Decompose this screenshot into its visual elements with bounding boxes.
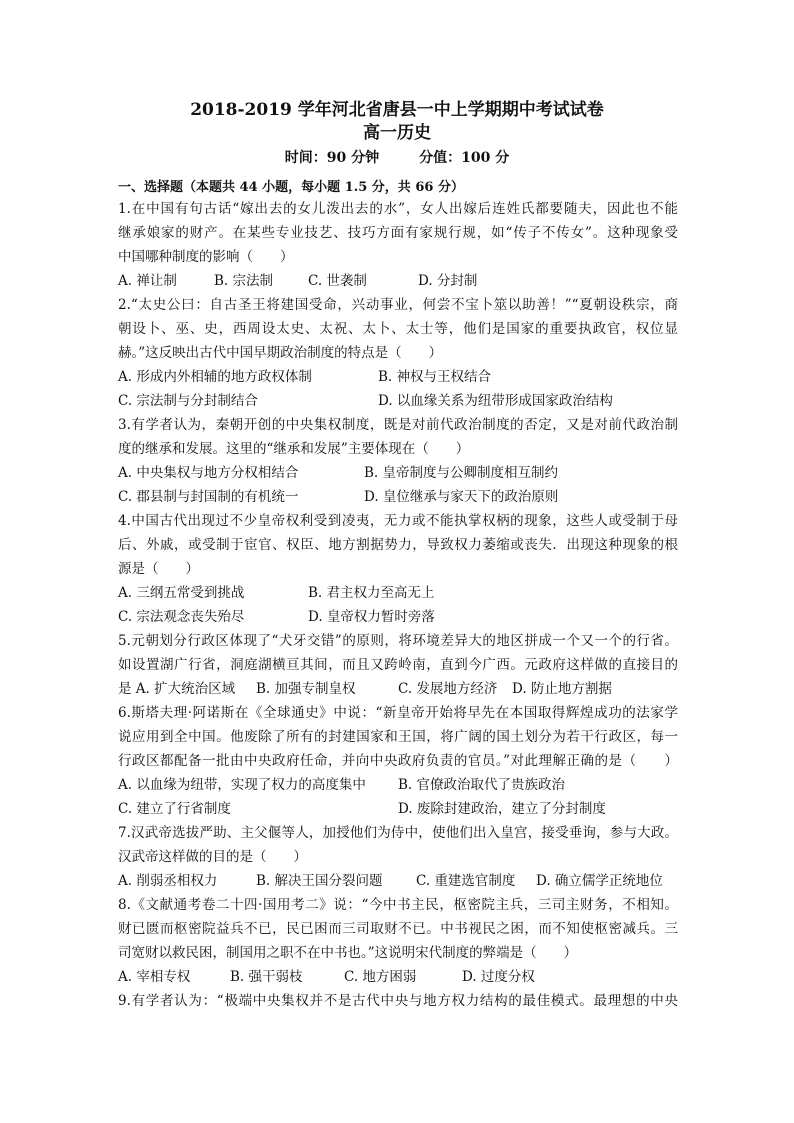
option-d[interactable]: D. 以血缘关系为纽带形成国家政治结构 bbox=[378, 393, 613, 409]
question-2-line-2: 朝设卜、巫、史，西周设太史、太祝、太卜、太士等，他们是国家的重要执政官，权位显 bbox=[118, 321, 678, 337]
option-d[interactable]: D. 废除封建政治，建立了分封制度 bbox=[398, 801, 606, 817]
question-8-line-1: 8.《文献通考卷二十四·国用考二》说：“今中书主民，枢密院主兵，三司主财务，不相知。 bbox=[118, 897, 678, 913]
question-7-options bbox=[118, 870, 678, 892]
option-a[interactable]: A. 以血缘为纽带，实现了权力的高度集中 bbox=[118, 777, 366, 793]
question-5-line-2: 如设置湖广行省，洞庭湖横亘其间，而且又跨岭南，直到今广西。元政府这样做的直接目的 bbox=[118, 657, 678, 673]
option-c[interactable]: C. 重建选官制度 bbox=[416, 873, 516, 889]
question-4-line-2: 后、外戚，或受制于宦官、权臣、地方割据势力，导致权力萎缩或丧失．出现这种现象的根 bbox=[118, 537, 678, 553]
option-c[interactable]: C. 地方困弱 bbox=[344, 969, 417, 985]
option-b[interactable]: B. 宗法制 bbox=[214, 273, 274, 289]
option-b[interactable]: B. 官僚政治取代了贵族政治 bbox=[398, 777, 566, 793]
option-a[interactable]: A. 宰相专权 bbox=[118, 969, 191, 985]
option-d[interactable]: D. 过度分权 bbox=[462, 969, 535, 985]
question-1-options bbox=[118, 270, 678, 292]
question-3-line-2: 度的继承和发展。这里的“继承和发展”主要体现在（ ） bbox=[118, 441, 470, 457]
question-4-options-row-1 bbox=[118, 582, 678, 604]
option-a[interactable]: A. 形成内外相辅的地方政权体制 bbox=[118, 369, 312, 385]
option-b[interactable]: B. 神权与王权结合 bbox=[378, 369, 492, 385]
option-b[interactable]: B. 加强专制皇权 bbox=[256, 681, 356, 697]
question-3-options-row-2 bbox=[118, 486, 678, 508]
question-2-line-1: 2.“太史公曰：自古圣王将建国受命，兴动事业，何尝不宝卜筮以助善！”“夏朝设秩宗，商 bbox=[118, 297, 678, 313]
option-b[interactable]: B. 强干弱枝 bbox=[230, 969, 303, 985]
question-4-options-row-2 bbox=[118, 606, 678, 628]
question-2-options-row-1 bbox=[118, 366, 678, 388]
exam-title: 2018-2019 学年河北省唐县一中上学期期中考试试卷 bbox=[190, 100, 604, 120]
option-c[interactable]: C. 发展地方经济 bbox=[398, 681, 498, 697]
question-9-line-1: 9.有学者认为：“极端中央集权并不是古代中央与地方权力结构的最佳模式。最理想的中央 bbox=[118, 993, 678, 1009]
question-4-line-3: 源是（ ） bbox=[118, 561, 199, 577]
option-c[interactable]: C. 世袭制 bbox=[308, 273, 367, 289]
question-2-line-3: 赫。”这反映出古代中国早期政治制度的特点是（ ） bbox=[118, 345, 443, 361]
option-d[interactable]: D. 确立儒学正统地位 bbox=[536, 873, 663, 889]
question-4-line-1: 4.中国古代出现过不少皇帝权利受到凌夷，无力或不能执掌权柄的现象，这些人或受制于母 bbox=[118, 513, 678, 529]
option-c[interactable]: C. 宗法观念丧失殆尽 bbox=[118, 609, 245, 625]
question-1-line-3: 中国哪种制度的影响（ ） bbox=[118, 249, 294, 265]
total-score: 分值：100 分 bbox=[419, 150, 510, 166]
option-d[interactable]: D. 分封制 bbox=[418, 273, 478, 289]
question-5-options bbox=[118, 678, 678, 700]
question-8-line-3: 司宽财以救民困，制国用之职不在中书也。”这说明宋代制度的弊端是（ ） bbox=[118, 945, 578, 961]
question-3-options-row-1 bbox=[118, 462, 678, 484]
option-d[interactable]: D. 皇帝权力暂时旁落 bbox=[308, 609, 435, 625]
option-d[interactable]: D. 皇位继承与家天下的政治原则 bbox=[364, 489, 559, 505]
question-5-line-1: 5.元朝划分行政区体现了“犬牙交错”的原则，将环境差异大的地区拼成一个又一个的行省。 bbox=[118, 633, 678, 649]
section-heading: 一、选择题（本题共 44 小题，每小题 1.5 分，共 66 分） bbox=[118, 180, 464, 195]
option-d[interactable]: D. 防止地方割据 bbox=[512, 681, 612, 697]
question-3-line-1: 3.有学者认为，秦朝开创的中央集权制度，既是对前代政治制度的否定，又是对前代政治制 bbox=[118, 417, 678, 433]
question-8-options bbox=[118, 966, 678, 988]
option-a[interactable]: 是 A. 扩大统治区域 bbox=[118, 681, 236, 697]
question-8-line-2: 财已匮而枢密院益兵不已，民已困而三司取财不已。中书视民之困，而不知使枢密减兵。三 bbox=[118, 921, 678, 937]
question-2-options-row-2 bbox=[118, 390, 678, 412]
question-6-line-2: 说应用到全中国。他废除了所有的封建国家和王国，将广阔的国土划分为若干行政区，每一 bbox=[118, 729, 678, 745]
option-a[interactable]: A. 三纲五常受到挑战 bbox=[118, 585, 245, 601]
option-b[interactable]: B. 君主权力至高无上 bbox=[308, 585, 435, 601]
option-a[interactable]: A. 削弱丞相权力 bbox=[118, 873, 218, 889]
exam-meta bbox=[0, 147, 794, 167]
option-a[interactable]: A. 禅让制 bbox=[118, 273, 177, 289]
question-6-line-1: 6.斯塔夫理·阿诺斯在《全球通史》中说：“新皇帝开始将早先在本国取得辉煌成功的法家学 bbox=[118, 705, 678, 721]
question-6-options-row-1 bbox=[118, 774, 678, 796]
question-1-line-2: 继承娘家的财产。在某些专业技艺、技巧方面有家规行规，如“传子不传女”。这种现象受 bbox=[118, 225, 678, 241]
question-6-options-row-2 bbox=[118, 798, 678, 820]
option-b[interactable]: B. 解决王国分裂问题 bbox=[256, 873, 383, 889]
subject-title: 高一历史 bbox=[363, 123, 431, 143]
option-c[interactable]: C. 建立了行省制度 bbox=[118, 801, 231, 817]
option-c[interactable]: C. 宗法制与分封制结合 bbox=[118, 393, 258, 409]
time-limit: 时间：90 分钟 bbox=[284, 150, 380, 166]
question-7-line-2: 汉武帝这样做的目的是（ ） bbox=[118, 849, 307, 865]
question-6-line-3: 行政区都配备一批由中央政府任命，并向中央政府负责的官员。”对此理解正确的是（ ） bbox=[118, 753, 678, 769]
option-c[interactable]: C. 郡县制与封国制的有机统一 bbox=[118, 489, 299, 505]
option-b[interactable]: B. 皇帝制度与公卿制度相互制约 bbox=[364, 465, 559, 481]
question-7-line-1: 7.汉武帝选拔严助、主父偃等人，加授他们为侍中，使他们出入皇宫，接受垂询，参与大政。 bbox=[118, 825, 678, 841]
option-a[interactable]: A. 中央集权与地方分权相结合 bbox=[118, 465, 299, 481]
question-1-line-1: 1.在中国有句古话“嫁出去的女儿泼出去的水”，女人出嫁后连姓氏都要随夫，因此也不能 bbox=[118, 201, 678, 217]
